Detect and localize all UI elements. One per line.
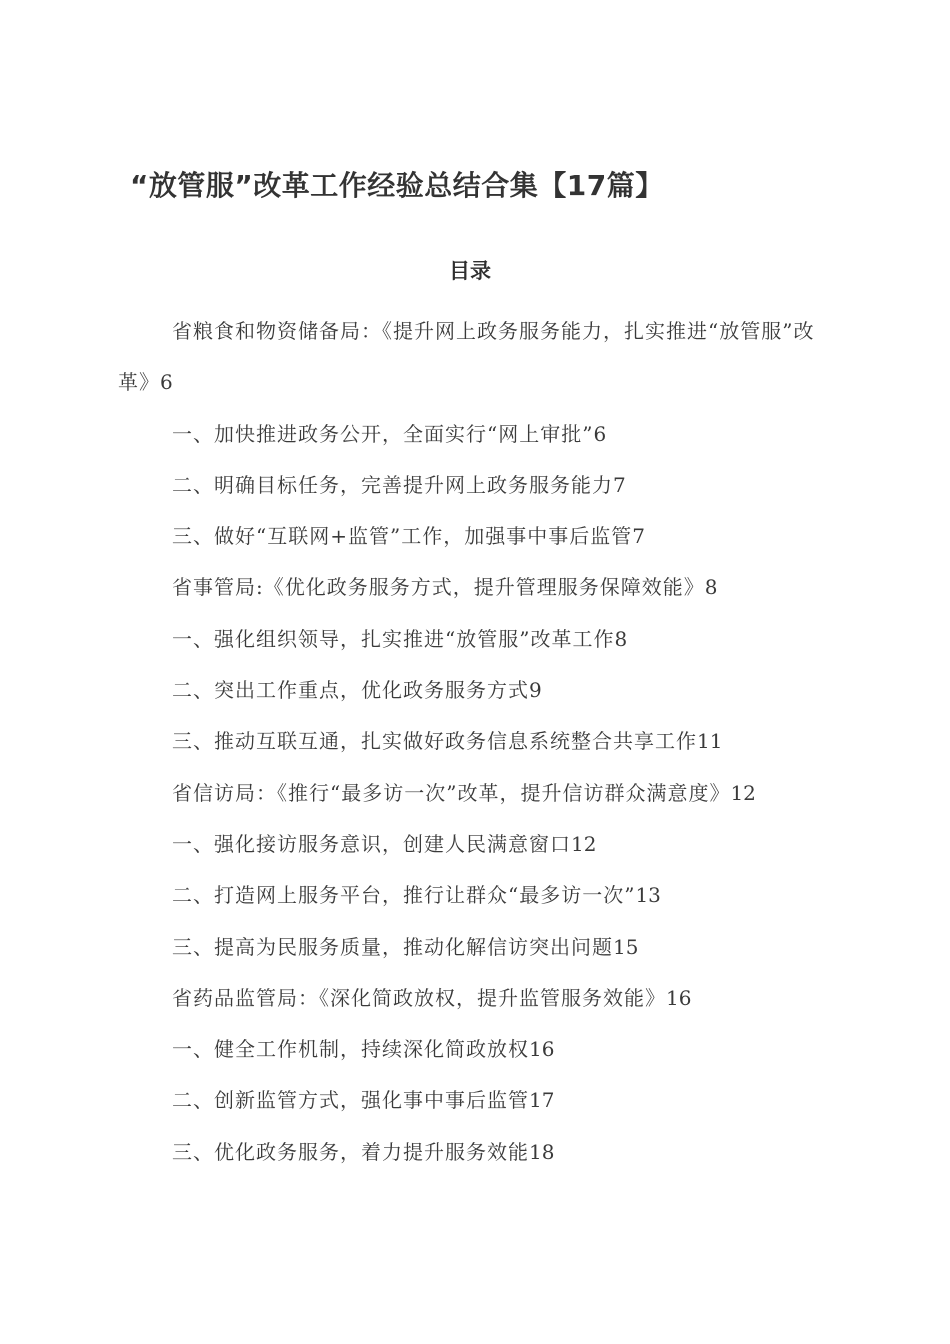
- toc-entry[interactable]: [118, 562, 830, 613]
- toc-entry[interactable]: [118, 511, 830, 562]
- toc-entry[interactable]: [118, 819, 830, 870]
- toc-entry-page-number: 16: [666, 985, 692, 1010]
- toc-entry-page-number: 9: [529, 678, 542, 703]
- toc-entry-text: 省粮食和物资储备局：《提升网上政务服务能力，扎实推进“放管服”改革》: [118, 319, 815, 395]
- toc-entry-page-number: 7: [613, 472, 626, 497]
- toc-entry-text: 一、健全工作机制，持续深化简政放权: [172, 1037, 529, 1062]
- toc-entry[interactable]: [118, 716, 830, 767]
- toc-entry-text: 三、优化政务服务，着力提升服务效能: [172, 1139, 529, 1164]
- toc-entry-text: 二、创新监管方式，强化事中事后监管: [172, 1088, 529, 1113]
- toc-entry[interactable]: [118, 614, 830, 665]
- toc-entry[interactable]: [118, 870, 830, 921]
- toc-entry-page-number: 13: [635, 883, 661, 908]
- toc-entry[interactable]: [118, 1127, 830, 1178]
- toc-entry[interactable]: [118, 922, 830, 973]
- toc-entry-text: 一、强化接访服务意识，创建人民满意窗口: [172, 831, 571, 856]
- toc-entry[interactable]: [118, 1024, 830, 1075]
- toc-entry-text: 省事管局:《优化政务服务方式，提升管理服务保障效能》: [172, 575, 705, 600]
- toc-entry-page-number: 8: [704, 575, 718, 600]
- toc-entry[interactable]: [118, 409, 830, 460]
- toc-entry-text: 三、推动互联互通，扎实做好政务信息系统整合共享工作: [172, 729, 697, 754]
- toc-entry-text: 三、做好“互联网+监管”工作，加强事中事后监管: [172, 524, 633, 549]
- toc-entry[interactable]: [118, 973, 830, 1024]
- toc-entry-page-number: 11: [697, 729, 723, 754]
- toc-entry-page-number: 7: [632, 524, 645, 549]
- toc-entry-page-number: 16: [529, 1037, 555, 1062]
- toc-entry-text: 二、突出工作重点，优化政务服务方式: [172, 678, 529, 703]
- toc-entry-page-number: 8: [614, 626, 628, 651]
- toc-entry-text: 省药品监管局：《深化简政放权，提升监管服务效能》: [172, 985, 666, 1010]
- toc-entry-page-number: 6: [160, 370, 173, 395]
- toc-entry-text: 三、提高为民服务质量，推动化解信访突出问题: [172, 934, 613, 959]
- toc-entry[interactable]: [118, 665, 830, 716]
- toc-entry-page-number: 6: [593, 421, 607, 446]
- document-title: “放管服”改革工作经验总结合集【17篇】: [130, 169, 664, 202]
- table-of-contents: [118, 306, 830, 1178]
- toc-entry-text: 一、加快推进政务公开，全面实行“网上审批”: [172, 421, 594, 446]
- toc-entry-page-number: 18: [529, 1139, 555, 1164]
- toc-entry[interactable]: [118, 768, 830, 819]
- toc-entry[interactable]: [118, 306, 830, 409]
- toc-entry-page-number: 15: [613, 934, 639, 959]
- toc-entry-page-number: 12: [571, 831, 597, 856]
- toc-entry-text: 二、打造网上服务平台，推行让群众“最多访一次”: [172, 883, 636, 908]
- toc-entry[interactable]: [118, 1075, 830, 1126]
- toc-entry-text: 一、强化组织领导，扎实推进“放管服”改革工作: [172, 626, 615, 651]
- toc-entry-page-number: 12: [730, 780, 756, 805]
- toc-entry-text: 二、明确目标任务，完善提升网上政务服务能力: [172, 472, 613, 497]
- toc-heading: 目录: [449, 258, 491, 283]
- toc-entry-text: 省信访局：《推行“最多访一次”改革，提升信访群众满意度》: [172, 780, 731, 805]
- toc-entry-page-number: 17: [529, 1088, 555, 1113]
- toc-entry[interactable]: [118, 460, 830, 511]
